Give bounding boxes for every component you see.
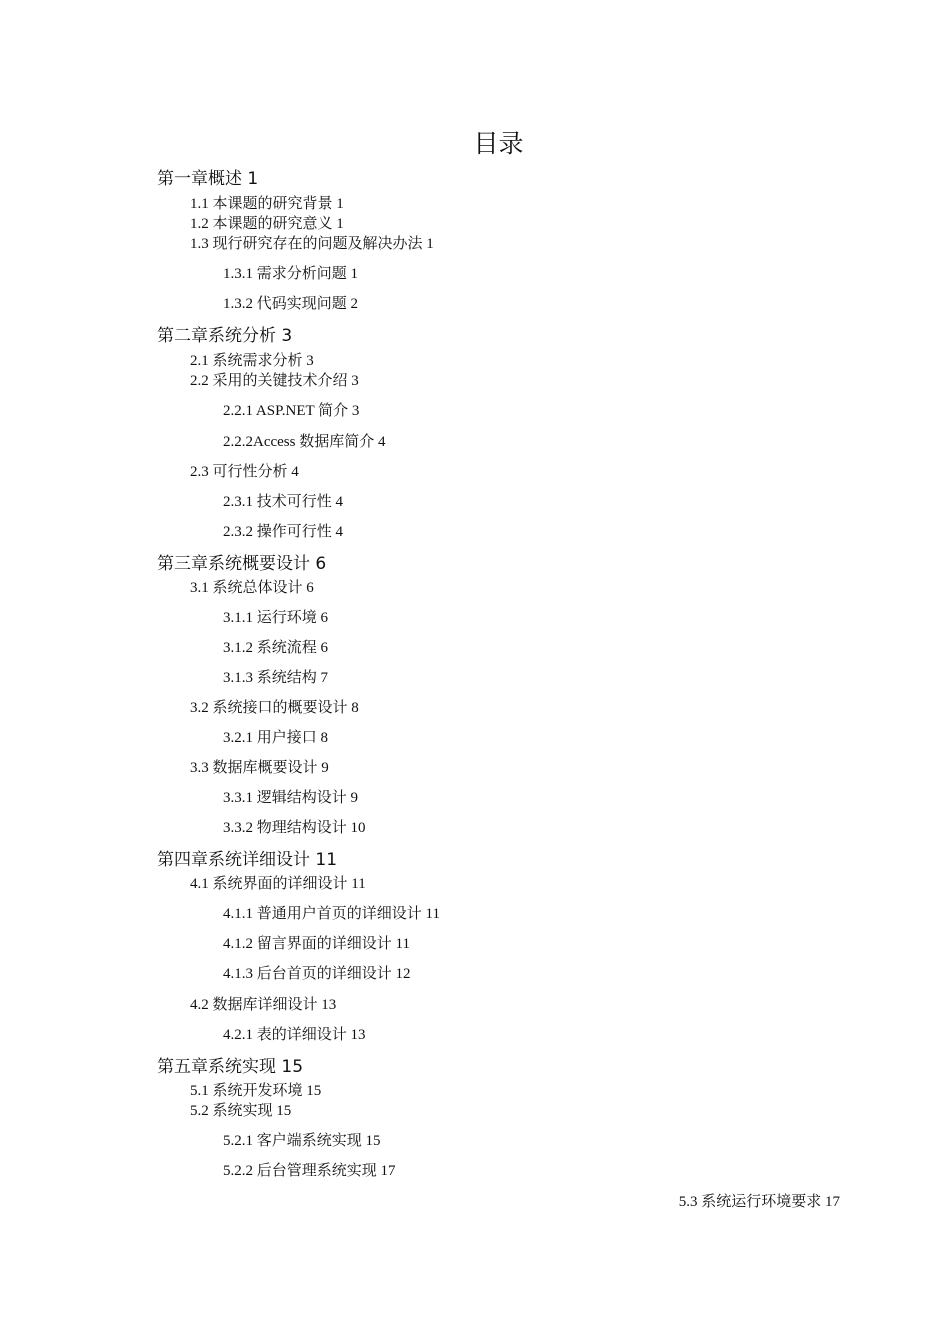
toc-subsection: 1.3.1 需求分析问题 1: [223, 266, 359, 282]
toc-chapter: 第一章概述 1: [157, 169, 259, 189]
toc-section: 1.2 本课题的研究意义 1: [190, 216, 344, 232]
toc-subsection: 3.3.1 逻辑结构设计 9: [223, 790, 359, 806]
toc-section: 3.3 数据库概要设计 9: [190, 760, 329, 776]
toc-section: 4.2 数据库详细设计 13: [190, 997, 337, 1013]
toc-section: 4.1 系统界面的详细设计 11: [190, 876, 366, 892]
toc-chapter: 第三章系统概要设计 6: [157, 554, 327, 574]
toc-title: 目录: [473, 129, 524, 158]
toc-subsection: 2.2.1 ASP.NET 简介 3: [223, 403, 360, 419]
toc-chapter: 第二章系统分析 3: [157, 326, 293, 346]
toc-subsection: 1.3.2 代码实现问题 2: [223, 296, 359, 312]
toc-subsection: 3.3.2 物理结构设计 10: [223, 820, 366, 836]
toc-section: 5.1 系统开发环境 15: [190, 1083, 322, 1099]
toc-subsection: 2.2.2Access 数据库简介 4: [223, 434, 386, 450]
toc-section: 2.2 采用的关键技术介绍 3: [190, 373, 359, 389]
toc-section: 2.1 系统需求分析 3: [190, 353, 314, 369]
toc-subsection: 4.1.3 后台首页的详细设计 12: [223, 966, 411, 982]
toc-subsection: 3.1.3 系统结构 7: [223, 670, 329, 686]
toc-subsection: 3.1.1 运行环境 6: [223, 610, 329, 626]
toc-subsection: 4.1.2 留言界面的详细设计 11: [223, 936, 410, 952]
toc-subsection: 3.2.1 用户接口 8: [223, 730, 329, 746]
toc-section: 5.2 系统实现 15: [190, 1103, 292, 1119]
toc-section: 3.1 系统总体设计 6: [190, 580, 314, 596]
toc-subsection: 2.3.1 技术可行性 4: [223, 494, 344, 510]
toc-subsection: 5.2.1 客户端系统实现 15: [223, 1133, 381, 1149]
toc-section: 5.3 系统运行环境要求 17: [678, 1194, 840, 1210]
toc-subsection: 2.3.2 操作可行性 4: [223, 524, 344, 540]
toc-chapter: 第四章系统详细设计 11: [157, 850, 338, 870]
toc-section: 1.3 现行研究存在的问题及解决办法 1: [190, 236, 434, 252]
toc-subsection: 5.2.2 后台管理系统实现 17: [223, 1163, 396, 1179]
toc-subsection: 4.1.1 普通用户首页的详细设计 11: [223, 906, 440, 922]
toc-section: 3.2 系统接口的概要设计 8: [190, 700, 359, 716]
toc-section: 2.3 可行性分析 4: [190, 464, 299, 480]
toc-chapter: 第五章系统实现 15: [157, 1057, 304, 1077]
toc-section: 1.1 本课题的研究背景 1: [190, 196, 344, 212]
toc-subsection: 4.2.1 表的详细设计 13: [223, 1027, 366, 1043]
toc-subsection: 3.1.2 系统流程 6: [223, 640, 329, 656]
